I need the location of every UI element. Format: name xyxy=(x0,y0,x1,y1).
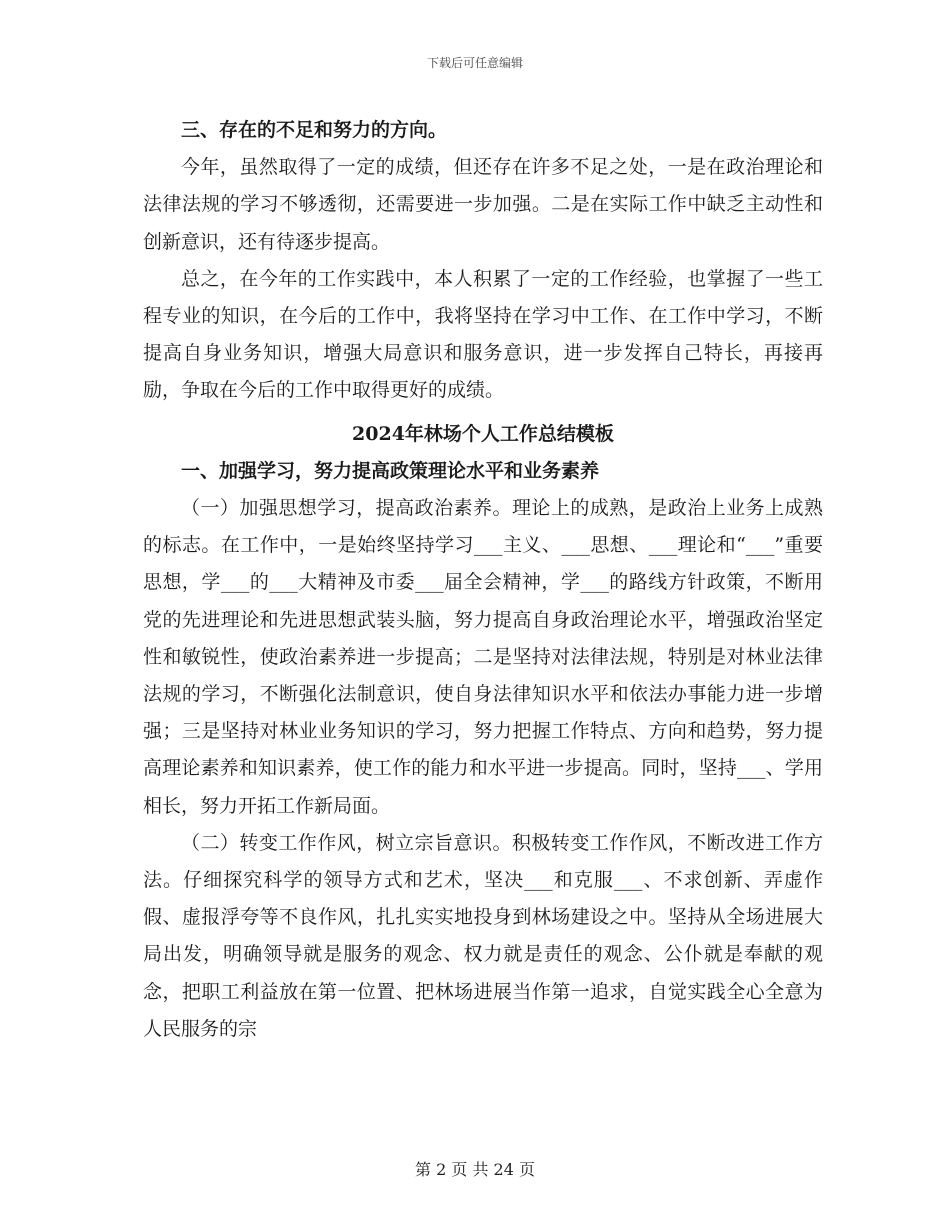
document-body xyxy=(143,112,823,1048)
paragraph: 总之，在今年的工作实践中，本人积累了一定的工作经验，也掌握了一些工程专业的知识，在今后的工作中，我将坚持在学习中工作、在工作中学习，不断提高自身业务知识，增强大局意识和服务意识，进一步发挥自己特长，再接再励，争取在今后的工作中取得更好的成绩。 xyxy=(143,267,823,402)
document-title: 2024年林场个人工作总结模板 xyxy=(352,422,614,445)
paragraph: （一）加强思想学习，提高政治素养。理论上的成熟，是政治上业务上成熟的标志。在工作中，一是始终坚持学习___主义、___思想、___理论和“___”重要思想，学___的___大精神及市委___届全会精神，学___的路线方针政策，不断用党的先进理论和先进思想武装头脑，努力提高自身政治理论水平，增强政治坚定性和敏锐性，使政治素养进一步提高；二是坚持对法律法规，特别是对林业法律法规的学习，不断强化法制意识，使自身法律知识水平和依法办事能力进一步增强；三是坚持对林业业务知识的学习，努力把握工作特点、方向和趋势，努力提高理论素养和知识素养，使工作的能力和水平进一步提高。同时，坚持___、学用相长，努力开拓工作新局面。 xyxy=(143,497,823,817)
section-heading: 一、加强学习，努力提高政策理论水平和业务素养 xyxy=(181,459,600,482)
section-heading: 三、存在的不足和努力的方向。 xyxy=(181,119,448,141)
page-header: 下载后可任意编辑 xyxy=(426,56,523,70)
page-footer: 第 2 页 共 24 页 xyxy=(415,1160,535,1179)
paragraph: 今年，虽然取得了一定的成绩，但还存在许多不足之处，一是在政治理论和法律法规的学习不够透彻，还需要进一步加强。二是在实际工作中缺乏主动性和创新意识，还有待逐步提高。 xyxy=(143,156,823,253)
paragraph: （二）转变工作作风，树立宗旨意识。积极转变工作作风，不断改进工作方法。仔细探究科学的领导方式和艺术，坚决___和克服___、不求创新、弄虚作假、虚报浮夸等不良作风，扎扎实实地投身到林场建设之中。坚持从全场进展大局出发，明确领导就是服务的观念、权力就是责任的观念、公仆就是奉献的观念，把职工利益放在第一位置、把林场进展当作第一追求，自觉实践全心全意为人民服务的宗 xyxy=(143,831,823,1040)
